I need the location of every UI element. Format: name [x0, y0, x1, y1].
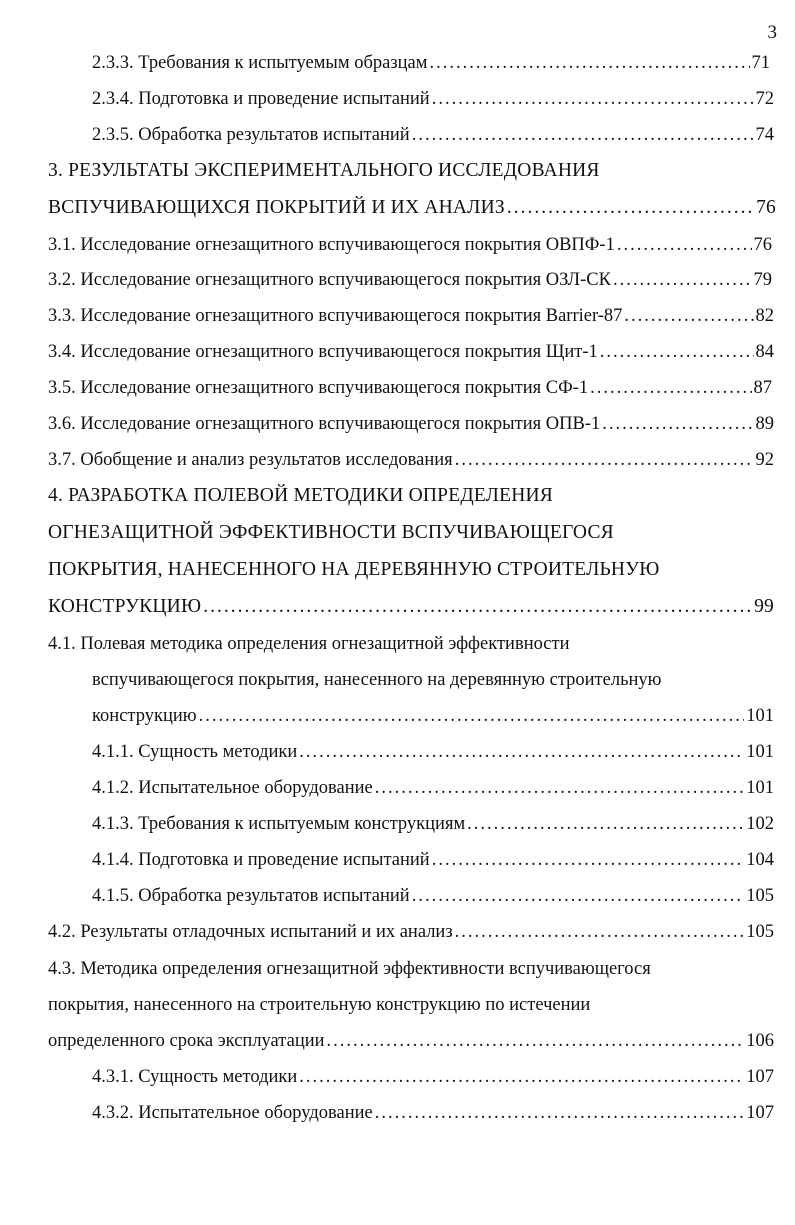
toc-chapter-3-line-1: [48, 158, 600, 184]
toc-entry-page: 104: [746, 850, 774, 870]
toc-entry-4-2: [48, 919, 774, 945]
toc-entry-2-3-5: [92, 122, 774, 148]
toc-entry-page: 79: [753, 270, 772, 290]
toc-entry-page: 72: [755, 89, 774, 109]
toc-entry-title: 3.5. Исследование огнезащитного вспучивающегося покрытия СФ-1: [48, 378, 589, 398]
toc-entry-title: 3.7. Обобщение и анализ результатов исследования: [48, 450, 453, 470]
toc-chapter-title: ВСПУЧИВАЮЩИХСЯ ПОКРЫТИЙ И ИХ АНАЛИЗ: [48, 197, 505, 218]
toc-chapter-title: ПОКРЫТИЯ, НАНЕСЕННОГО НА ДЕРЕВЯННУЮ СТРОИТЕЛЬНУЮ: [48, 559, 660, 580]
toc-entry-title: 3.1. Исследование огнезащитного вспучивающегося покрытия ОВПФ-1: [48, 235, 615, 255]
toc-entry-page: 101: [746, 778, 774, 798]
toc-entry-page: 71: [751, 53, 770, 73]
toc-entry-page: 82: [755, 306, 774, 326]
toc-entry-3-4: [48, 339, 774, 365]
toc-entry-title: 4.1.5. Обработка результатов испытаний: [92, 886, 410, 906]
toc-leader-dots: [299, 1064, 744, 1090]
toc-entry-title: конструкцию: [92, 706, 197, 726]
toc-entry-page: 106: [746, 1031, 774, 1051]
toc-chapter-3-line-2: [48, 195, 776, 221]
toc-chapter-title: ОГНЕЗАЩИТНОЙ ЭФФЕКТИВНОСТИ ВСПУЧИВАЮЩЕГОСЯ: [48, 522, 614, 543]
toc-entry-title: 4.3.2. Испытательное оборудование: [92, 1103, 373, 1123]
toc-entry-title: 4.3.1. Сущность методики: [92, 1067, 298, 1087]
toc-leader-dots: [412, 883, 745, 909]
toc-entry-page: 105: [746, 922, 774, 942]
toc-entry-title: 4.1.2. Испытательное оборудование: [92, 778, 373, 798]
toc-leader-dots: [203, 594, 752, 620]
toc-entry-title: 2.3.5. Обработка результатов испытаний: [92, 125, 410, 145]
toc-entry-2-3-3: [92, 50, 770, 76]
toc-entry-page: 74: [755, 125, 774, 145]
toc-entry-4-1-5: [92, 883, 774, 909]
toc-entry-page: 76: [756, 197, 776, 218]
toc-entry-page: 89: [755, 414, 774, 434]
toc-entry-4-1-4: [92, 847, 774, 873]
toc-leader-dots: [412, 122, 754, 148]
toc-entry-title: 4.1.3. Требования к испытуемым конструкциям: [92, 814, 466, 834]
toc-entry-4-1-1: [92, 739, 774, 765]
toc-entry-3-7: [48, 447, 774, 473]
toc-chapter-4-line-4: [48, 594, 774, 620]
toc-leader-dots: [600, 339, 754, 365]
toc-leader-dots: [299, 739, 744, 765]
toc-entry-4-1-line-2: [92, 667, 661, 693]
toc-entry-page: 107: [746, 1067, 774, 1087]
toc-leader-dots: [624, 303, 753, 329]
toc-chapter-title: 3. РЕЗУЛЬТАТЫ ЭКСПЕРИМЕНТАЛЬНОГО ИССЛЕДОВАНИЯ: [48, 160, 600, 181]
toc-entry-page: 107: [746, 1103, 774, 1123]
toc-entry-3-5: [48, 375, 772, 401]
toc-entry-3-6: [48, 411, 774, 437]
toc-entry-4-3-1: [92, 1064, 774, 1090]
toc-entry-page: 105: [746, 886, 774, 906]
toc-entry-title: 4.1. Полевая методика определения огнезащитной эффективности: [48, 634, 570, 654]
toc-entry-title: 3.4. Исследование огнезащитного вспучивающегося покрытия Щит-1: [48, 342, 598, 362]
toc-leader-dots: [375, 775, 744, 801]
toc-entry-title: 2.3.3. Требования к испытуемым образцам: [92, 53, 428, 73]
toc-leader-dots: [455, 919, 745, 945]
toc-leader-dots: [613, 267, 752, 293]
toc-entry-4-3-line-2: [48, 992, 590, 1018]
toc-chapter-4-line-1: [48, 483, 553, 509]
toc-entry-title: 3.2. Исследование огнезащитного вспучивающегося покрытия ОЗЛ-СК: [48, 270, 611, 290]
toc-entry-title: 4.1.1. Сущность методики: [92, 742, 298, 762]
toc-entry-4-1-line-3: [92, 703, 774, 729]
toc-chapter-4-line-3: [48, 557, 659, 583]
toc-entry-4-1-line-1: [48, 631, 570, 657]
toc-entry-3-2: [48, 267, 772, 293]
toc-leader-dots: [590, 375, 751, 401]
toc-leader-dots: [375, 1100, 744, 1126]
toc-entry-page: 101: [746, 706, 774, 726]
toc-leader-dots: [602, 411, 753, 437]
toc-entry-title: 4.3. Методика определения огнезащитной эффективности вспучивающегося: [48, 959, 651, 979]
toc-entry-page: 99: [754, 596, 774, 617]
toc-leader-dots: [327, 1028, 745, 1054]
toc-leader-dots: [429, 50, 749, 76]
toc-entry-page: 87: [753, 378, 772, 398]
toc-entry-page: 84: [755, 342, 774, 362]
toc-entry-2-3-4: [92, 86, 774, 112]
toc-entry-title: 3.6. Исследование огнезащитного вспучивающегося покрытия ОПВ-1: [48, 414, 601, 434]
toc-entry-title: вспучивающегося покрытия, нанесенного на деревянную строительную: [92, 670, 662, 690]
toc-entry-title: 3.3. Исследование огнезащитного вспучивающегося покрытия Barrier-87: [48, 306, 623, 326]
toc-leader-dots: [199, 703, 745, 729]
toc-leader-dots: [432, 847, 745, 873]
toc-entry-4-3-line-3: [48, 1028, 774, 1054]
toc-entry-4-3-2: [92, 1100, 774, 1126]
toc-entry-3-1: [48, 232, 772, 258]
toc-entry-page: 92: [755, 450, 774, 470]
toc-entry-3-3: [48, 303, 774, 329]
toc-chapter-title: 4. РАЗРАБОТКА ПОЛЕВОЙ МЕТОДИКИ ОПРЕДЕЛЕНИЯ: [48, 485, 553, 506]
toc-leader-dots: [455, 447, 754, 473]
toc-chapter-title: КОНСТРУКЦИЮ: [48, 596, 202, 617]
toc-entry-page: 101: [746, 742, 774, 762]
toc-entry-page: 76: [753, 235, 772, 255]
toc-entry-4-1-2: [92, 775, 774, 801]
toc-entry-title: определенного срока эксплуатации: [48, 1031, 325, 1051]
page-number: 3: [767, 22, 777, 43]
toc-entry-title: 2.3.4. Подготовка и проведение испытаний: [92, 89, 430, 109]
toc-entry-page: 102: [746, 814, 774, 834]
toc-entry-title: покрытия, нанесенного на строительную конструкцию по истечении: [48, 995, 591, 1015]
toc-entry-title: 4.2. Результаты отладочных испытаний и их анализ: [48, 922, 453, 942]
toc-chapter-4-line-2: [48, 520, 614, 546]
toc-entry-4-3-line-1: [48, 956, 651, 982]
toc-entry-title: 4.1.4. Подготовка и проведение испытаний: [92, 850, 430, 870]
toc-leader-dots: [467, 811, 744, 837]
toc-leader-dots: [432, 86, 754, 112]
toc-entry-4-1-3: [92, 811, 774, 837]
toc-leader-dots: [507, 195, 754, 221]
toc-leader-dots: [617, 232, 752, 258]
